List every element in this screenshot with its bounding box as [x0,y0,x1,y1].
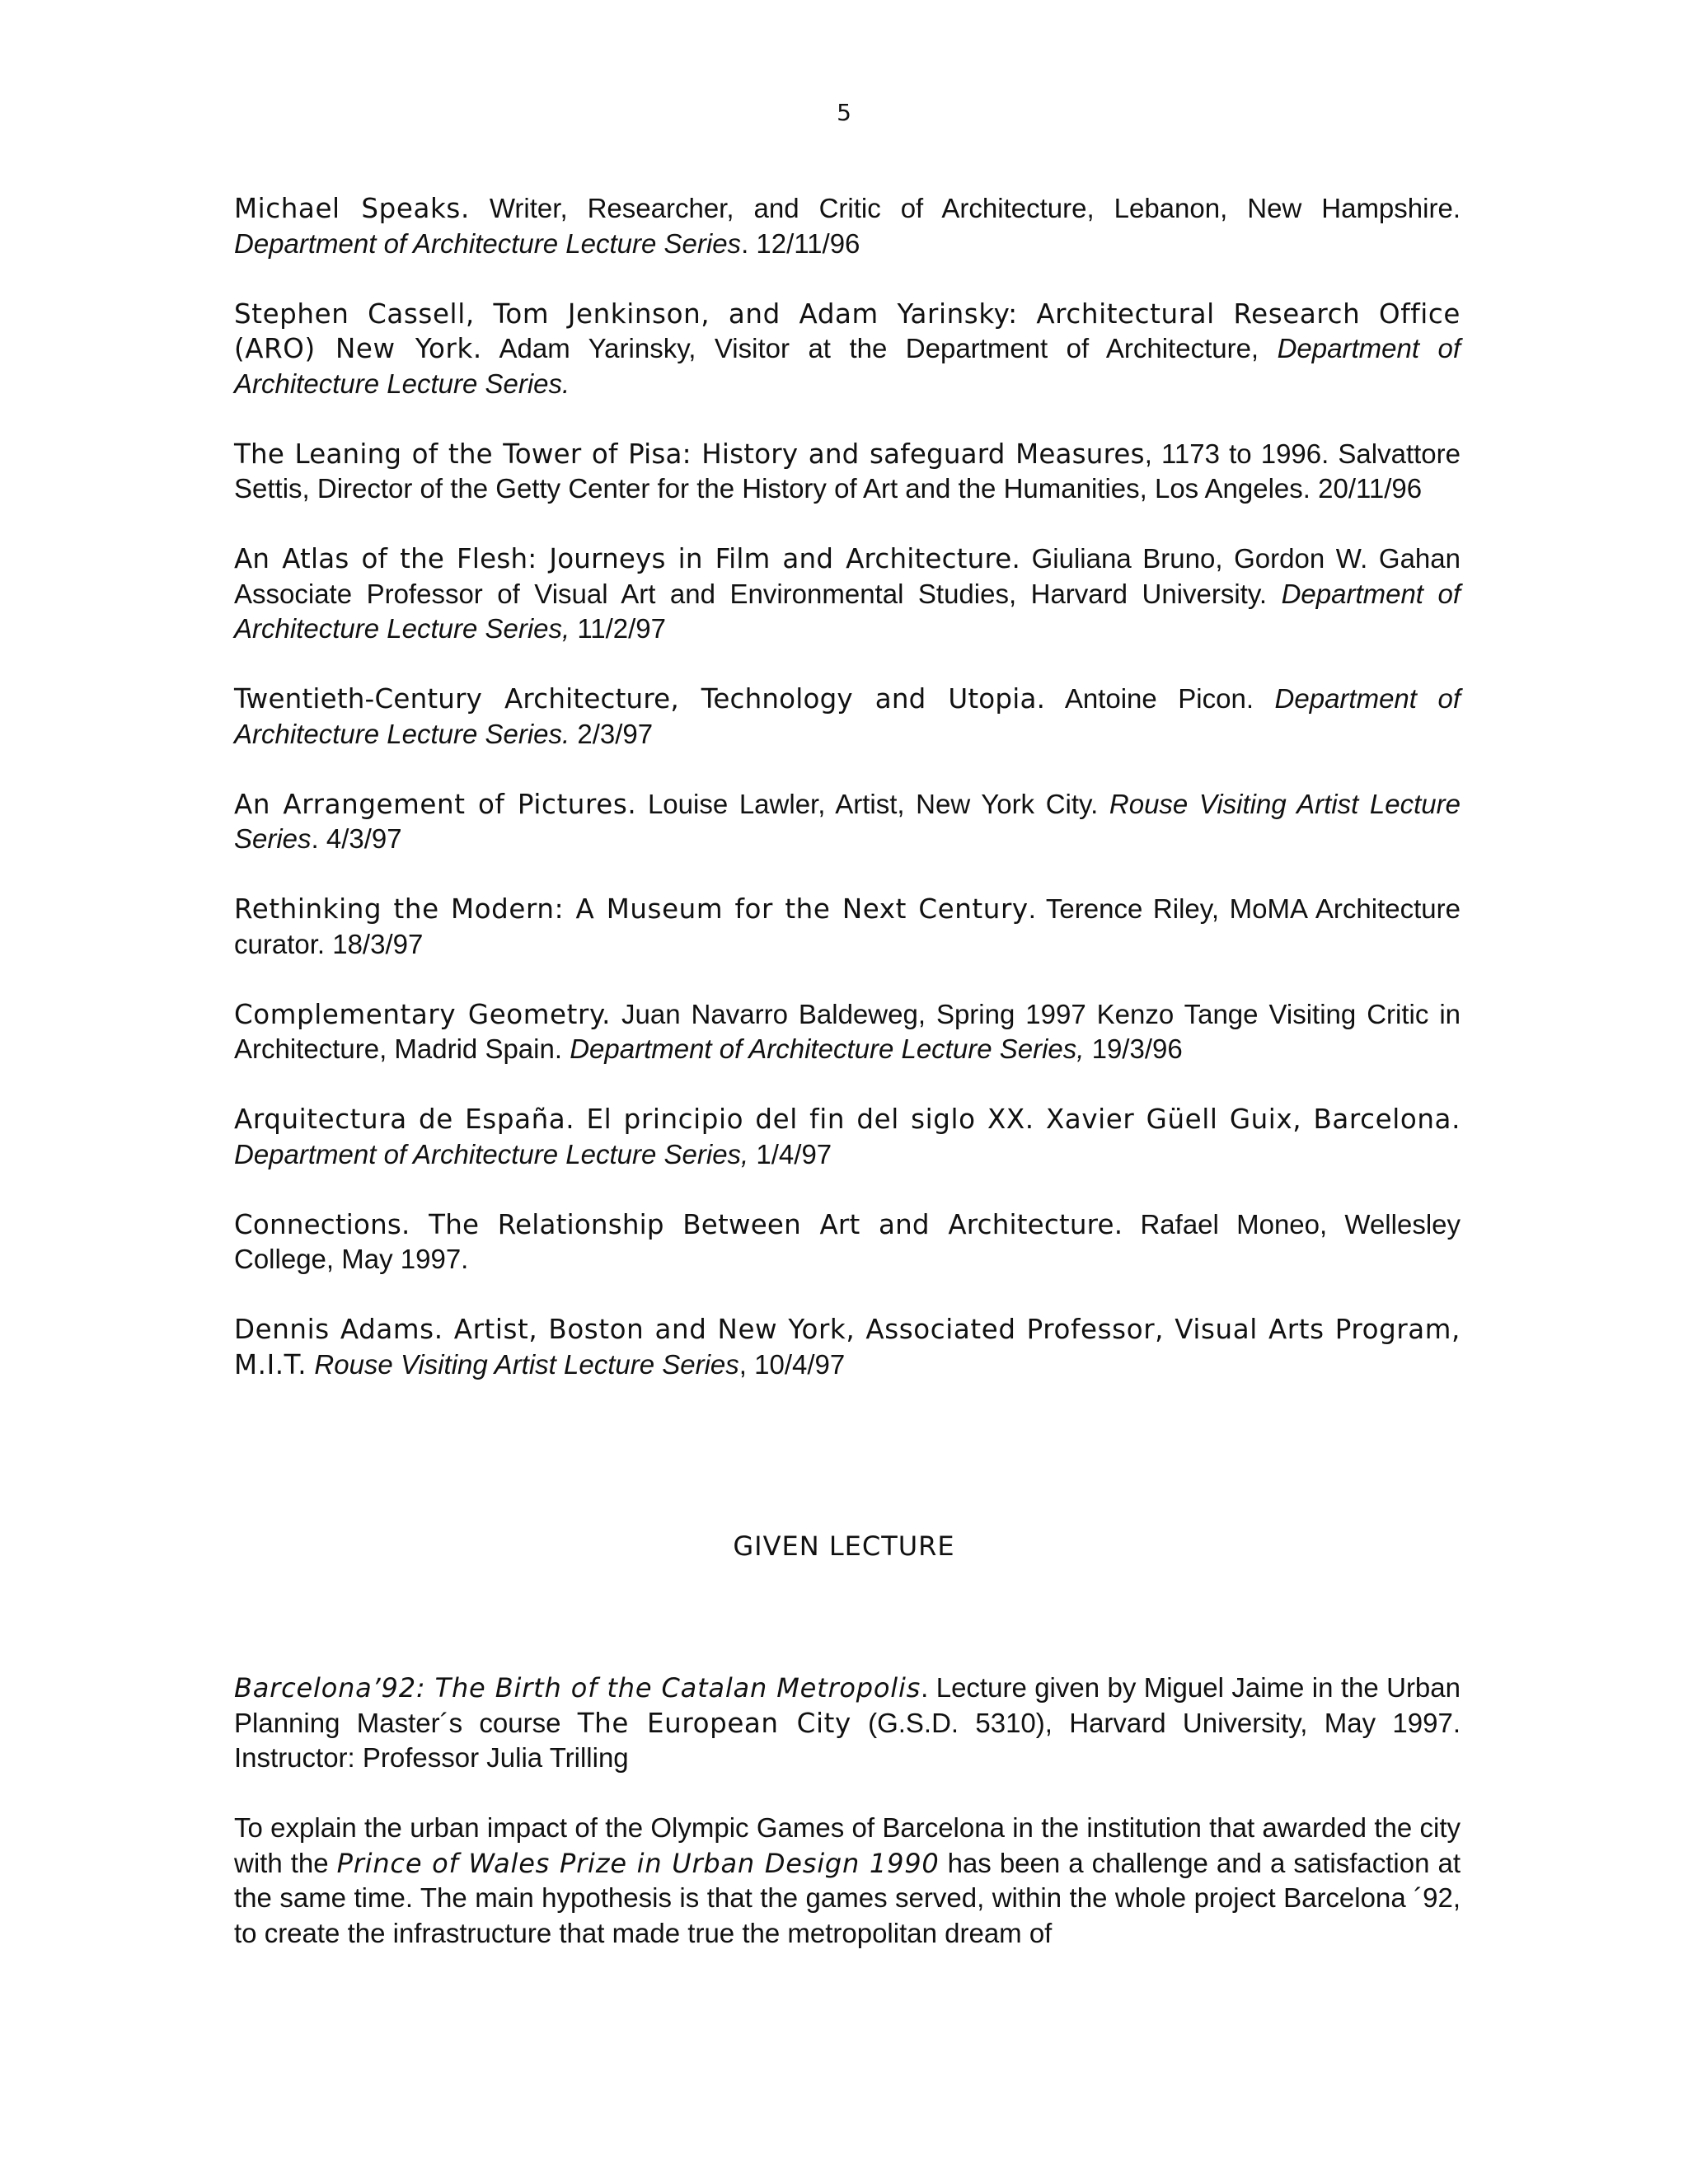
lecture-text: Rafael Moneo, Wellesley College, May 1997. [234,1208,1461,1274]
lecture-title: Twentieth-Century Architecture, Technology and Utopia. [234,683,1046,715]
lecture-entry [234,682,1461,752]
lecture-entry [234,1102,1461,1172]
section-heading-given-lecture: GIVEN LECTURE [733,1530,955,1562]
given-lecture-entry [234,1671,1461,1776]
lecture-entry [234,787,1461,857]
lecture-series: Department of Architecture Lecture Series. [234,683,1461,749]
lecture-entry [234,541,1461,647]
lecture-title: Arquitectura de España. El principio del fin del siglo XX. Xavier Güell Guix, Barcelona. [234,1104,1461,1135]
lecture-series: Department of Architecture Lecture Series, [234,578,1461,644]
lecture-title: Stephen Cassell, Tom Jenkinson, and Adam Yarinsky: Architectural Research Office (ARO) New York. [234,298,1461,364]
given-lecture-details: (G.S.D. 5310), Harvard University, May 1997. Instructor: Professor Julia Trilling [234,1707,1461,1773]
course-name: The European City [577,1707,851,1739]
lecture-title: Complementary Geometry. [234,998,612,1030]
given-lecture-paragraph [234,1811,1461,1951]
lecture-date: . 12/11/96 [741,227,860,259]
lecture-entry [234,1312,1461,1382]
given-lecture-title: Barcelona’92: The Birth of the Catalan Metropolis [234,1672,921,1704]
lecture-series: Department of Architecture Lecture Series, [570,1033,1085,1064]
lecture-date: , 10/4/97 [738,1348,846,1380]
lecture-series: Department of Architecture Lecture Series, [234,1138,749,1169]
lecture-text: Louise Lawler, Artist, New York City. [636,788,1109,819]
lecture-date: . 4/3/97 [311,823,402,854]
lecture-entry [234,191,1461,261]
lecture-series: Rouse Visiting Artist Lecture Series [234,788,1461,854]
lecture-date: 19/3/96 [1084,1033,1183,1064]
lecture-entry [234,437,1461,507]
lecture-text: Giuliana Bruno, Gordon W. Gahan Associate Professor of Visual Art and Environmental Studies, Harvard University. [234,543,1461,609]
lecture-title: An Arrangement of Pictures. [234,788,637,820]
lecture-entry [234,1207,1461,1277]
lecture-date: 1/4/97 [748,1138,832,1169]
lecture-text: Juan Navarro Baldeweg, Spring 1997 Kenzo Tange Visiting Critic in Architecture, Madrid Spain. [234,998,1461,1064]
lecture-series: Department of Architecture Lecture Series [234,227,742,259]
lecture-text: . Terence Riley, MoMA Architecture curator. 18/3/97 [234,893,1461,959]
lecture-title: An Atlas of the Flesh: Journeys in Film and Architecture. [234,543,1021,574]
lecture-entry [234,997,1461,1067]
lecture-date: 2/3/97 [570,718,654,749]
lecture-title: Rethinking the Modern: A Museum for the Next Century [234,893,1029,925]
paragraph-text-continued: has been a challenge and a satisfaction at the same time. The main hypothesis is that the games served, within the whole project Barcelona ´92, to create the infrastructure that made true the metropolitan dream of [234,1847,1461,1948]
lecture-title: Michael Speaks. [234,193,470,224]
paragraph-text: To explain the urban impact of the Olympic Games of Barcelona in the institution that awarded the city with the [234,1812,1461,1878]
given-lecture-text: . Lecture given by Miguel Jaime in the Urban Planning Master´s course [234,1672,1461,1738]
lecture-text: Adam Yarinsky, Visitor at the Department of Architecture, [481,333,1278,363]
page-number: 5 [837,99,851,126]
lecture-text [307,1349,314,1380]
lecture-text: Antoine Picon. [1045,683,1275,714]
lecture-series: Rouse Visiting Artist Lecture Series [314,1348,739,1380]
lecture-list [234,191,1461,1382]
lecture-title: The Leaning of the Tower of Pisa: History and safeguard Measures [234,438,1145,470]
lecture-text: , 1173 to 1996. Salvattore Settis, Director of the Getty Center for the History of Art and the Humanities, Los Angeles. 20/11/96 [234,438,1461,504]
lecture-entry [234,297,1461,402]
lecture-title: Connections. The Relationship Between Art and Architecture. [234,1208,1123,1240]
lecture-entry [234,892,1461,962]
prize-name: Prince of Wales Prize in Urban Design 1990 [336,1847,940,1879]
given-lecture-section [234,1671,1461,1986]
lecture-text: Writer, Researcher, and Critic of Architecture, Lebanon, New Hampshire. [469,193,1461,223]
lecture-date: 11/2/97 [570,613,667,644]
lecture-series: Department of Architecture Lecture Series. [234,333,1461,399]
lecture-title: Dennis Adams. Artist, Boston and New York, Associated Professor, Visual Arts Program, M.I.T. [234,1314,1461,1380]
